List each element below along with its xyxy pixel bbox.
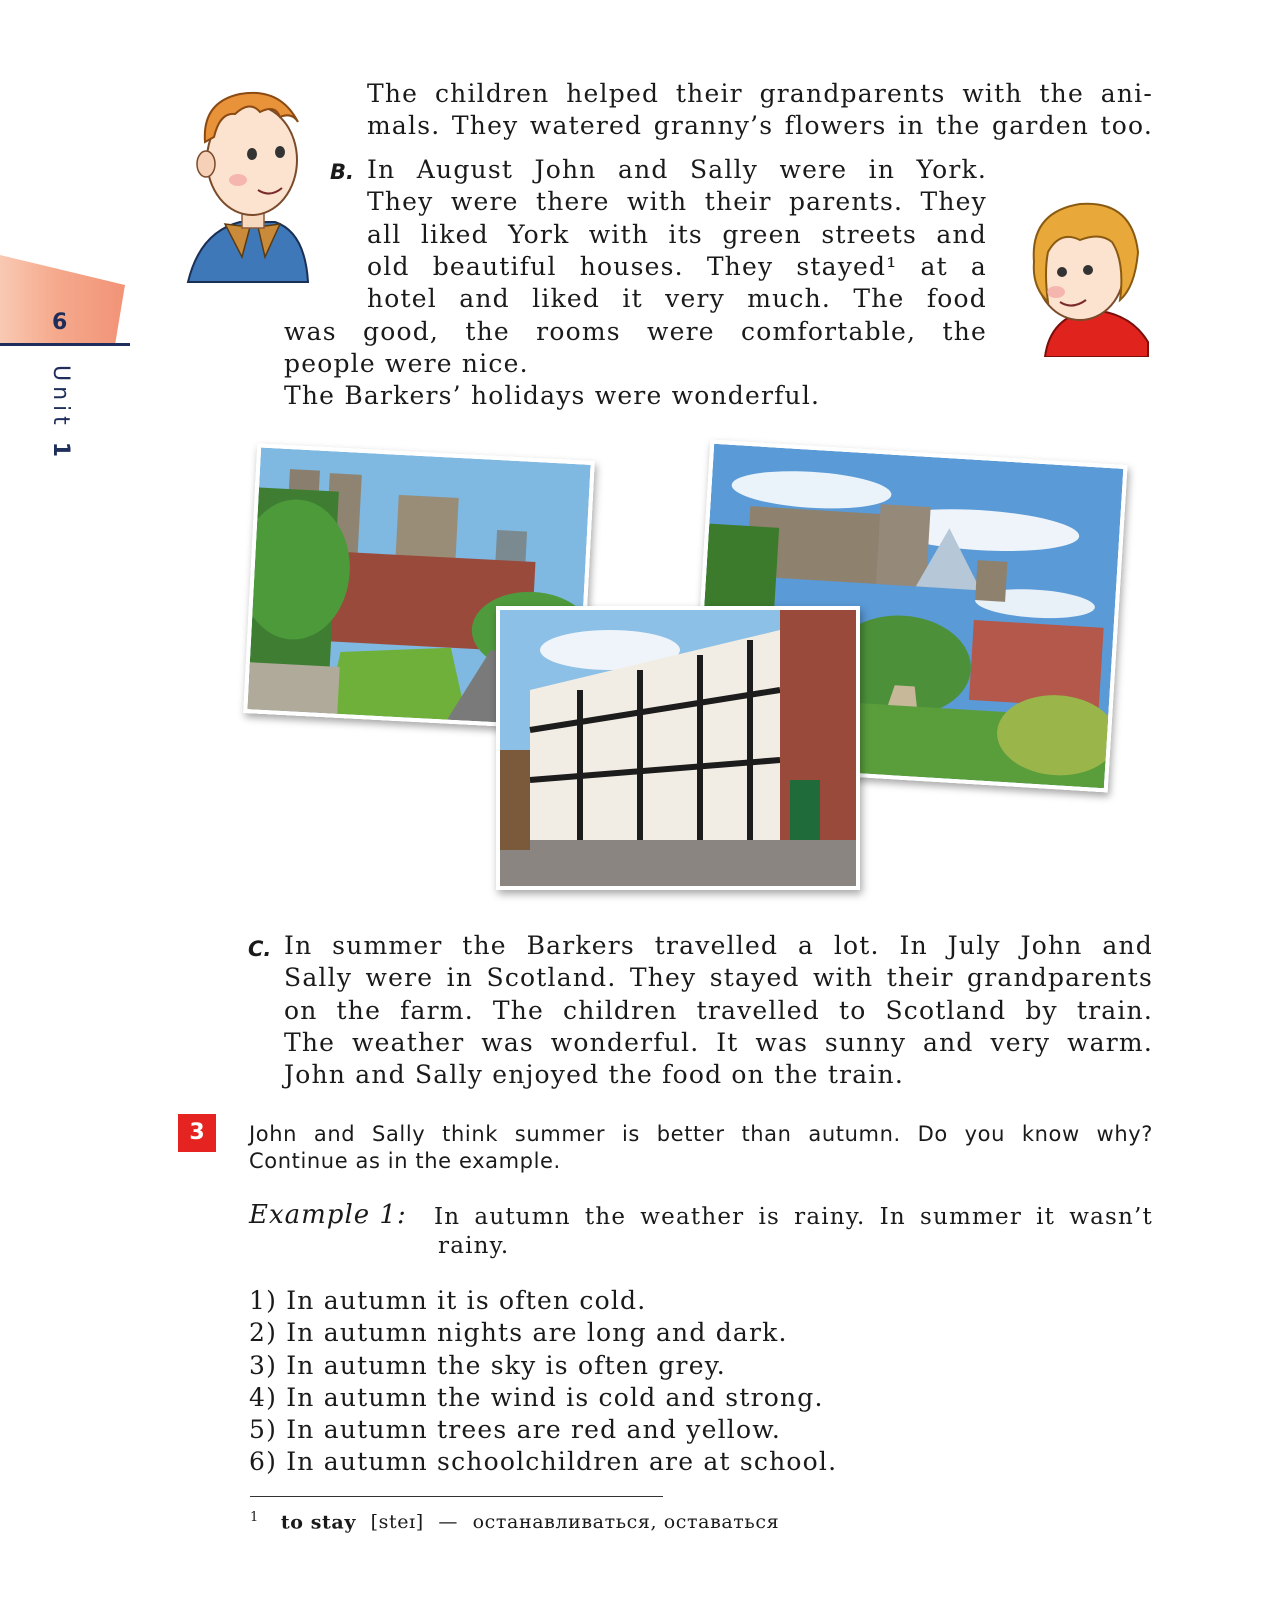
exercise-item-4: 4) In autumn the wind is cold and strong. (249, 1383, 824, 1412)
example-line-1: In autumn the weather is rainy. In summer it wasn’t (434, 1204, 1153, 1230)
unit-tab-divider (0, 343, 130, 346)
girl-illustration (1020, 192, 1150, 357)
example-line-2: rainy. (438, 1233, 510, 1259)
text-b-line-2: They were there with their parents. They (367, 187, 987, 216)
text-b-marker: B. (330, 160, 354, 184)
text-c-marker: C. (248, 937, 272, 961)
text-c-line-2: Sally were in Scotland. They stayed with their grandparents (284, 963, 1153, 992)
text-b-line-8: The Barkers’ holidays were wonderful. (284, 381, 821, 410)
text-b-line-5: hotel and liked it very much. The food (367, 284, 987, 313)
text-c-line-1: In summer the Barkers travelled a lot. In July John and (284, 931, 1153, 960)
text-b-line-3: all liked York with its green streets and (367, 220, 987, 249)
exercise-item-6: 6) In autumn schoolchildren are at school. (249, 1447, 838, 1476)
text-b-line-1: In August John and Sally were in York. (367, 155, 987, 184)
footnote-dash: — (438, 1511, 458, 1534)
photo-tudor-street (496, 606, 860, 890)
text-b-line-4: old beautiful houses. They stayed¹ at a (367, 252, 987, 281)
example-label-text: Example 1 (249, 1200, 397, 1230)
example-label-colon: : (396, 1200, 407, 1230)
text-b-line-7: people were nice. (284, 349, 529, 378)
footnote-mark: 1 (250, 1510, 259, 1525)
footnote-word: to stay (280, 1511, 356, 1534)
exercise-number-badge: 3 (178, 1114, 216, 1152)
text-c-line-4: The weather was wonderful. It was sunny and very warm. (284, 1028, 1153, 1057)
exercise-instruction-line-2: Continue as in the example. (249, 1149, 561, 1173)
text-a-line-1: The children helped their grandparents with the ani- (367, 79, 1153, 108)
unit-number: 1 (48, 441, 73, 463)
exercise-item-5: 5) In autumn trees are red and yellow. (249, 1415, 781, 1444)
page-number: 6 (52, 310, 68, 335)
text-b-line-6: was good, the rooms were comfortable, the (284, 317, 987, 346)
exercise-item-1: 1) In autumn it is often cold. (249, 1286, 647, 1315)
footnote-translation: останавливаться, оставаться (472, 1511, 780, 1534)
exercise-item-2: 2) In autumn nights are long and dark. (249, 1318, 788, 1347)
footnote-transcription: [steɪ] (370, 1511, 424, 1534)
text-c-line-5: John and Sally enjoyed the food on the train. (284, 1060, 904, 1089)
unit-label (48, 365, 73, 462)
exercise-item-3: 3) In autumn the sky is often grey. (249, 1351, 726, 1380)
footnote-divider (250, 1496, 663, 1497)
unit-word: Unit (48, 365, 73, 430)
footnote (250, 1510, 779, 1533)
text-c-line-3: on the farm. The children travelled to Scotland by train. (284, 996, 1153, 1025)
exercise-instruction-line-1: John and Sally think summer is better than autumn. Do you know why? (249, 1122, 1153, 1146)
boy-illustration (180, 82, 315, 292)
text-a-line-2: mals. They watered granny’s flowers in the garden too. (367, 111, 1153, 140)
example-label (249, 1200, 407, 1230)
